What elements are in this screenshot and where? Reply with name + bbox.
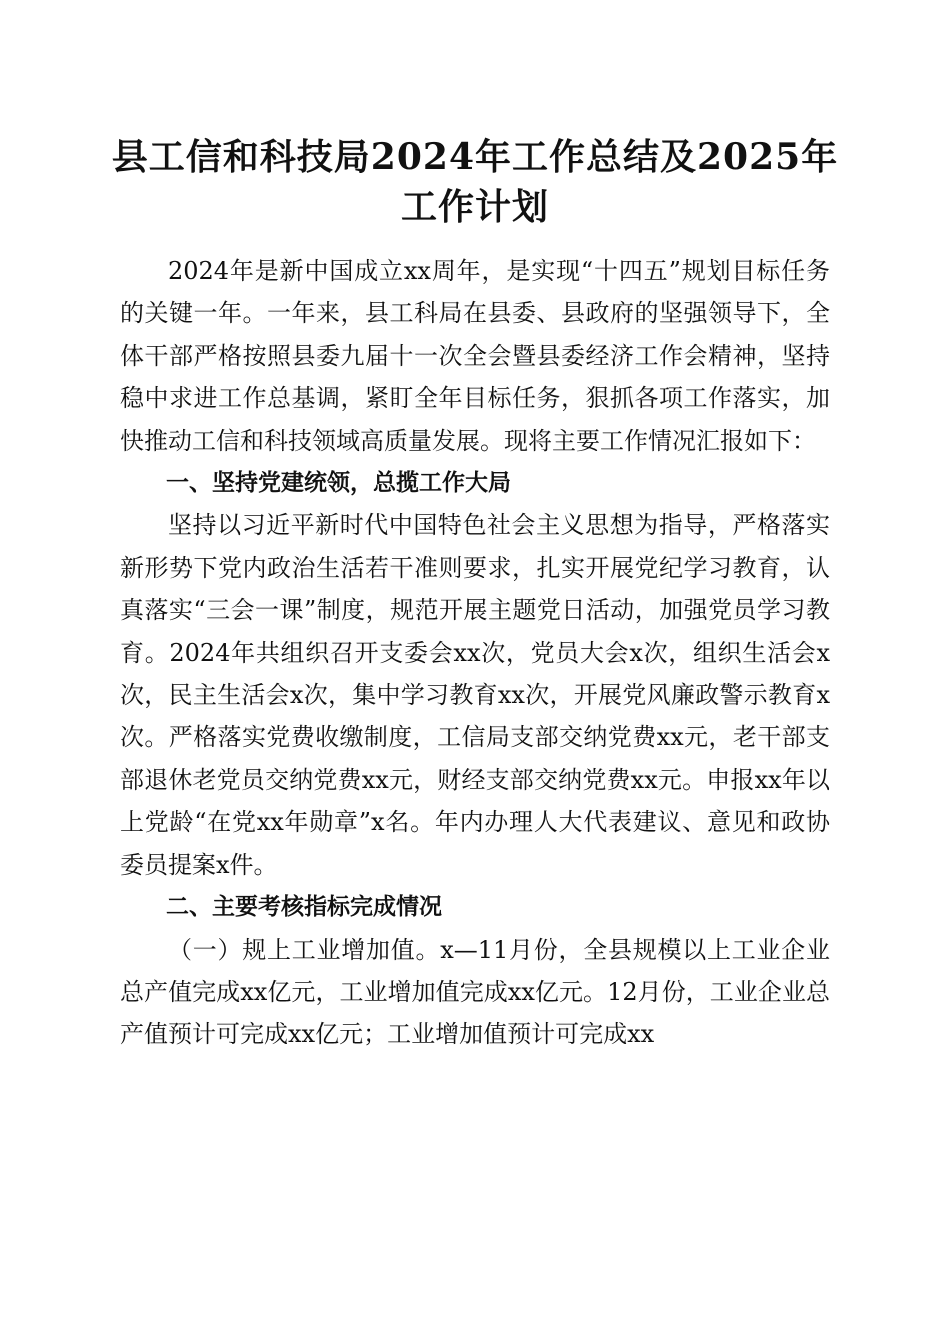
section-heading-indicators: 二、主要考核指标完成情况 (166, 894, 442, 921)
section-paragraph-industrial-value: （一）规上工业增加值。x—11月份，全县规模以上工业企业总产值完成xx亿元，工业增加值完成xx亿元。12月份，工业企业总产值预计可完成xx亿元；工业增加值预计可完成xx (120, 935, 830, 1049)
document-title: 县工信和科技局2024年工作总结及2025年工作计划 (111, 136, 839, 228)
section-heading-party-building: 一、坚持党建统领，总揽工作大局 (166, 470, 511, 497)
intro-paragraph: 2024年是新中国成立xx周年，是实现“十四五”规划目标任务的关键一年。一年来，县工科局在县委、县政府的坚强领导下，全体干部严格按照县委九届十一次全会暨县委经济工作会精神，坚持稳中求进工作总基调，紧盯全年目标任务，狠抓各项工作落实，加快推动工信和科技领域高质量发展。现将主要工作情况汇报如下： (120, 257, 830, 455)
section-paragraph-party-building: 坚持以习近平新时代中国特色社会主义思想为指导，严格落实新形势下党内政治生活若干准则要求，扎实开展党纪学习教育，认真落实“三会一课”制度，规范开展主题党日活动，加强党员学习教育。2024年共组织召开支委会xx次，党员大会x次，组织生活会x次，民主生活会x次，集中学习教育xx次，开展党风廉政警示教育x次。严格落实党费收缴制度，工信局支部交纳党费xx元，老干部支部退休老党员交纳党费xx元，财经支部交纳党费xx元。申报xx年以上党龄“在党xx年勋章”x名。年内办理人大代表建议、意见和政协委员提案x件。 (120, 511, 830, 879)
document-body (120, 250, 830, 1056)
